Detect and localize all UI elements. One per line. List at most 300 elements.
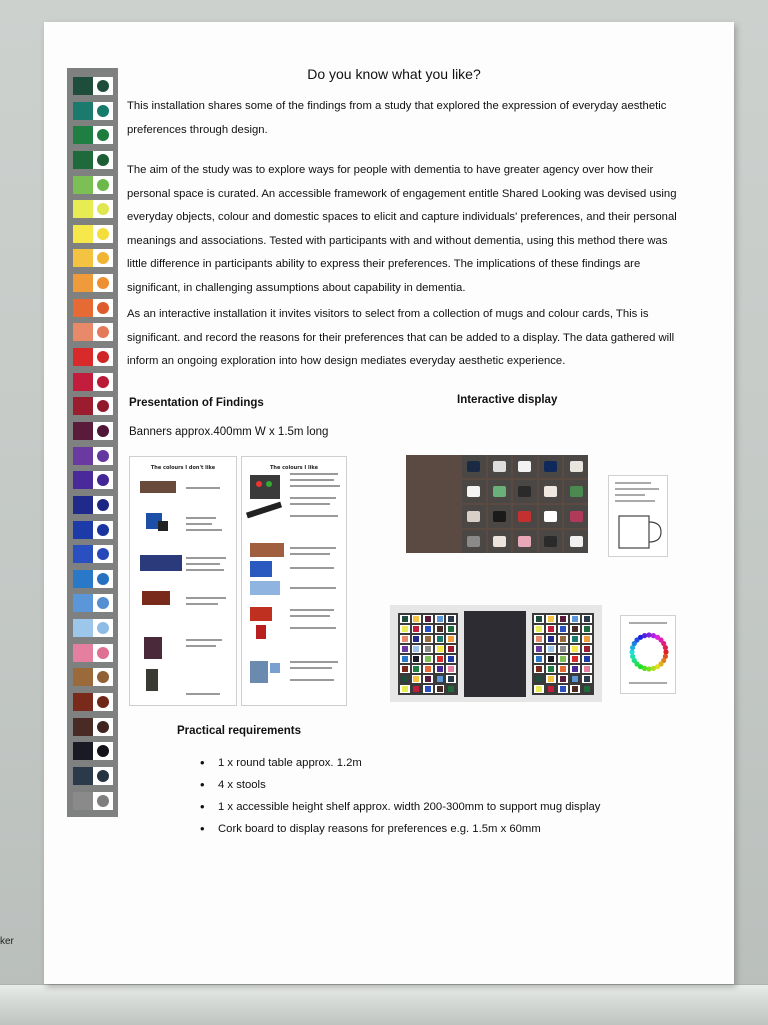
banner-image (270, 663, 280, 673)
text-line (290, 615, 330, 617)
text-line (615, 500, 655, 502)
mug (493, 486, 506, 497)
swatch-square (73, 594, 93, 612)
mug (544, 486, 557, 497)
colour-card (546, 655, 556, 663)
text-line (186, 639, 222, 641)
findings-heading: Presentation of Findings (129, 397, 264, 409)
colour-strip (67, 68, 118, 817)
mug-cell (488, 455, 512, 478)
colour-card (435, 635, 445, 643)
colour-card-chip (572, 646, 578, 652)
swatch-card (93, 373, 113, 391)
colour-card-chip (437, 676, 443, 682)
colour-card (423, 685, 433, 693)
mug-cell (564, 455, 588, 478)
swatch-card (93, 77, 113, 95)
text-line (186, 603, 218, 605)
colour-card (412, 665, 422, 673)
swatch-card (93, 102, 113, 120)
swatch-card (93, 594, 113, 612)
colour-swatch (67, 101, 118, 121)
colour-card (534, 625, 544, 633)
mug-cell (513, 505, 537, 528)
colour-card (570, 635, 580, 643)
banner-image (250, 581, 280, 595)
colour-card-chip (402, 656, 408, 662)
colour-card-chip (425, 636, 431, 642)
wheel-dot (630, 654, 635, 659)
colour-card (412, 625, 422, 633)
colour-swatch (67, 298, 118, 318)
swatch-dot (97, 105, 109, 117)
swatch-dot (97, 376, 109, 388)
text-line (290, 627, 336, 629)
banner-image (250, 561, 272, 577)
text-line (290, 661, 338, 663)
colour-card-chip (536, 656, 542, 662)
colour-swatch (67, 446, 118, 466)
colour-card-chip (437, 686, 443, 692)
mug (544, 511, 557, 522)
colour-card (534, 635, 544, 643)
colour-card-chip (402, 646, 408, 652)
colour-card-chip (548, 646, 554, 652)
text-line (186, 523, 212, 525)
swatch-square (73, 471, 93, 489)
mug (493, 511, 506, 522)
colour-card-chip (536, 666, 542, 672)
swatch-card (93, 644, 113, 662)
colour-card-chip (560, 636, 566, 642)
colour-card (582, 635, 592, 643)
colour-card (582, 655, 592, 663)
swatch-square (73, 274, 93, 292)
text-line (186, 563, 220, 565)
swatch-dot (97, 499, 109, 511)
colour-card (534, 655, 544, 663)
colour-card (582, 675, 592, 683)
colour-card-chip (437, 626, 443, 632)
colour-swatch (67, 76, 118, 96)
colour-card-chip (548, 626, 554, 632)
mug-outline-icon (617, 514, 665, 550)
swatch-dot (97, 647, 109, 659)
colour-card-chip (402, 676, 408, 682)
colour-card (546, 675, 556, 683)
colour-card-chip (425, 676, 431, 682)
swatch-dot (97, 450, 109, 462)
banner-image (140, 481, 176, 493)
colour-card-chip (425, 626, 431, 632)
colour-card (546, 665, 556, 673)
mug (467, 486, 480, 497)
aim-paragraph: The aim of the study was to explore ways for people with dementia to have greater agency over how their personal space is curated. An accessible framework of engagement entitle Shared Looking was devised using everyday objects, colour and domestic spaces to elicit and capture individuals' preferences, and their personal meanings and associations. Tested with participants with and without dementia, using this method there was little difference in participants ability to express their preferences. The implications of these findings are significant, in challenging assumptions about capability in dementia. (127, 164, 677, 294)
colour-card (570, 645, 580, 653)
colour-card-chip (413, 626, 419, 632)
swatch-card (93, 767, 113, 785)
colour-card (558, 615, 568, 623)
swatch-dot (97, 622, 109, 634)
colour-card-chip (425, 656, 431, 662)
colour-swatch (67, 396, 118, 416)
swatch-square (73, 200, 93, 218)
colour-card (446, 635, 456, 643)
colour-swatch (67, 421, 118, 441)
text-line (186, 557, 226, 559)
swatch-card (93, 397, 113, 415)
swatch-card (93, 693, 113, 711)
swatch-square (73, 249, 93, 267)
colour-card (435, 685, 445, 693)
mug-cell (462, 505, 486, 528)
colour-card-chip (548, 666, 554, 672)
banner-image (266, 481, 272, 487)
swatch-square (73, 718, 93, 736)
colour-card (400, 655, 410, 663)
swatch-dot (97, 770, 109, 782)
mug-cell (462, 455, 486, 478)
colour-card-chip (448, 686, 454, 692)
swatch-square (73, 792, 93, 810)
colour-card-chip (425, 646, 431, 652)
text-line (186, 645, 216, 647)
colour-card (558, 655, 568, 663)
colour-card-chip (560, 616, 566, 622)
swatch-square (73, 545, 93, 563)
mug (544, 536, 557, 547)
swatch-card (93, 274, 113, 292)
colour-swatch (67, 741, 118, 761)
colour-cards-photo (390, 605, 602, 702)
swatch-card (93, 521, 113, 539)
swatch-square (73, 176, 93, 194)
swatch-card (93, 496, 113, 514)
text-line (615, 494, 645, 496)
colour-swatch (67, 175, 118, 195)
colour-card-chip (448, 616, 454, 622)
colour-card-chip (548, 636, 554, 642)
text-line (290, 567, 334, 569)
colour-swatch (67, 125, 118, 145)
text-line (290, 679, 334, 681)
colour-card (582, 665, 592, 673)
colour-card (435, 645, 445, 653)
shelf (0, 984, 768, 1025)
wheel-dot (646, 666, 651, 671)
swatch-square (73, 521, 93, 539)
swatch-dot (97, 326, 109, 338)
swatch-card (93, 718, 113, 736)
text-line (615, 488, 659, 490)
banner-image (250, 543, 284, 557)
swatch-card (93, 742, 113, 760)
colour-card (435, 625, 445, 633)
text-line (290, 473, 338, 475)
swatch-card (93, 668, 113, 686)
colour-card (534, 665, 544, 673)
colour-card (446, 615, 456, 623)
colour-card (534, 685, 544, 693)
edge-label: ker (0, 936, 14, 947)
swatch-dot (97, 302, 109, 314)
colour-card-chip (548, 616, 554, 622)
colour-card-chip (402, 626, 408, 632)
text-line (186, 597, 226, 599)
text-line (290, 667, 332, 669)
text-line (290, 515, 338, 517)
blank-board (464, 611, 526, 697)
swatch-square (73, 742, 93, 760)
colour-card (558, 685, 568, 693)
colour-card (558, 625, 568, 633)
colour-card-chip (584, 616, 590, 622)
swatch-dot (97, 696, 109, 708)
colour-swatch (67, 224, 118, 244)
mug-cell (513, 455, 537, 478)
mug (570, 511, 583, 522)
colour-card (570, 685, 580, 693)
text-line (290, 609, 334, 611)
banner-image (140, 555, 182, 571)
swatch-square (73, 422, 93, 440)
wheel-dot (663, 645, 668, 650)
colour-card-chip (413, 686, 419, 692)
swatch-dot (97, 351, 109, 363)
colour-card-chip (437, 666, 443, 672)
colour-swatch (67, 347, 118, 367)
swatch-dot (97, 721, 109, 733)
colour-swatch (67, 495, 118, 515)
swatch-square (73, 348, 93, 366)
colour-swatch (67, 717, 118, 737)
colour-swatch (67, 766, 118, 786)
colour-card (558, 635, 568, 643)
colour-card (570, 675, 580, 683)
swatch-square (73, 323, 93, 341)
colour-card (412, 655, 422, 663)
colour-card (400, 685, 410, 693)
mug (518, 461, 531, 472)
colour-card-chip (572, 676, 578, 682)
swatch-square (73, 496, 93, 514)
colour-card (400, 635, 410, 643)
swatch-dot (97, 400, 109, 412)
colour-card (446, 685, 456, 693)
swatch-square (73, 225, 93, 243)
colour-card-chip (448, 626, 454, 632)
text-line (186, 517, 216, 519)
list-item: • Cork board to display reasons for preferences e.g. 1.5m x 60mm (200, 818, 600, 840)
banner-image (144, 637, 162, 659)
colour-card (570, 625, 580, 633)
colour-card-chip (413, 636, 419, 642)
wheel-dot (642, 633, 647, 638)
swatch-dot (97, 252, 109, 264)
swatch-square (73, 373, 93, 391)
banner-image (256, 481, 262, 487)
mug (570, 461, 583, 472)
swatch-square (73, 126, 93, 144)
swatch-dot (97, 573, 109, 585)
swatch-dot (97, 228, 109, 240)
colour-card-chip (536, 636, 542, 642)
colour-card-chip (560, 686, 566, 692)
swatch-dot (97, 795, 109, 807)
banner-image (250, 475, 280, 499)
swatch-square (73, 668, 93, 686)
mug-cell (462, 480, 486, 503)
banner-image (250, 607, 272, 621)
colour-card (412, 635, 422, 643)
swatch-dot (97, 548, 109, 560)
colour-card (558, 675, 568, 683)
swatch-dot (97, 745, 109, 757)
colour-card (582, 685, 592, 693)
colour-card (412, 645, 422, 653)
colour-card (423, 615, 433, 623)
swatch-square (73, 447, 93, 465)
swatch-card (93, 249, 113, 267)
swatch-card (93, 176, 113, 194)
colour-swatch (67, 248, 118, 268)
swatch-card (93, 225, 113, 243)
swatch-dot (97, 154, 109, 166)
colour-card-chip (584, 666, 590, 672)
swatch-card (93, 422, 113, 440)
colour-card (400, 675, 410, 683)
text-line (186, 569, 224, 571)
colour-card (534, 615, 544, 623)
swatch-card (93, 200, 113, 218)
colour-card-chip (572, 616, 578, 622)
mug-cell (564, 505, 588, 528)
colour-card-chip (437, 656, 443, 662)
swatch-card (93, 619, 113, 637)
colour-card-chip (536, 646, 542, 652)
banner-image (158, 521, 168, 531)
colour-card (582, 615, 592, 623)
colour-swatch (67, 667, 118, 687)
colour-card-chip (448, 666, 454, 672)
colour-card (558, 645, 568, 653)
colour-swatch (67, 520, 118, 540)
colour-card (546, 685, 556, 693)
colour-card-chip (413, 646, 419, 652)
swatch-square (73, 397, 93, 415)
colour-card (546, 615, 556, 623)
colour-card (435, 655, 445, 663)
banner-right-title: The colours I like (269, 465, 318, 471)
mug (467, 461, 480, 472)
page-title: Do you know what you like? (307, 66, 481, 82)
colour-card-chip (413, 666, 419, 672)
swatch-card (93, 570, 113, 588)
colour-card (435, 615, 445, 623)
text-line (290, 553, 330, 555)
colour-swatch (67, 273, 118, 293)
colour-card-chip (560, 646, 566, 652)
mug-cell (488, 480, 512, 503)
practical-heading: Practical requirements (177, 725, 302, 737)
requirements-list (200, 752, 600, 840)
text-line (629, 682, 667, 684)
colour-swatch (67, 470, 118, 490)
swatch-card (93, 299, 113, 317)
colour-card-chip (402, 686, 408, 692)
colour-card-chip (437, 646, 443, 652)
colour-card (558, 665, 568, 673)
colour-card-chip (572, 626, 578, 632)
colour-card (423, 655, 433, 663)
mug (493, 461, 506, 472)
swatch-square (73, 767, 93, 785)
text-line (290, 587, 336, 589)
swatch-square (73, 644, 93, 662)
wheel-dot (651, 666, 656, 671)
mug (570, 486, 583, 497)
swatch-square (73, 151, 93, 169)
list-item: • 1 x round table approx. 1.2m (200, 752, 600, 774)
colour-card-chip (548, 676, 554, 682)
mug (570, 536, 583, 547)
colour-swatch (67, 643, 118, 663)
colour-card-chip (425, 686, 431, 692)
colour-card-chip (584, 646, 590, 652)
colour-card (423, 665, 433, 673)
colour-card-chip (572, 666, 578, 672)
colour-card-chip (448, 636, 454, 642)
colour-card (400, 615, 410, 623)
text-line (290, 547, 336, 549)
installation-paragraph: As an interactive installation it invites visitors to select from a collection of mugs and colour cards, This is significant. and record the reasons for their preferences that can be added to a display. The data gathered will inform an ongoing exploration into how design mediates everyday aesthetic experience. (127, 308, 675, 367)
colour-card-chip (584, 656, 590, 662)
text-line (290, 503, 330, 505)
colour-card-chip (425, 666, 431, 672)
swatch-square (73, 77, 93, 95)
swatch-card (93, 126, 113, 144)
banners-text: Banners approx.400mm W x 1.5m long (129, 426, 329, 438)
colour-card (546, 645, 556, 653)
colour-swatch (67, 569, 118, 589)
colour-card-chip (448, 676, 454, 682)
swatch-card (93, 447, 113, 465)
colour-card (582, 645, 592, 653)
colour-card-chip (413, 676, 419, 682)
banner-dont-like (129, 456, 237, 706)
wheel-dot (663, 649, 668, 654)
colour-swatch (67, 322, 118, 342)
colour-card (446, 625, 456, 633)
colour-card-chip (560, 626, 566, 632)
swatch-square (73, 619, 93, 637)
mug-cell (539, 505, 563, 528)
swatch-card (93, 348, 113, 366)
colour-card (546, 625, 556, 633)
colour-card (423, 635, 433, 643)
swatch-card (93, 471, 113, 489)
swatch-dot (97, 671, 109, 683)
colour-card (423, 645, 433, 653)
colour-card (534, 675, 544, 683)
colour-card-chip (584, 636, 590, 642)
mug-shelf-grid (462, 455, 588, 553)
colour-card-chip (536, 686, 542, 692)
text-line (290, 479, 334, 481)
swatch-dot (97, 179, 109, 191)
colour-card (412, 675, 422, 683)
colour-card-chip (536, 626, 542, 632)
